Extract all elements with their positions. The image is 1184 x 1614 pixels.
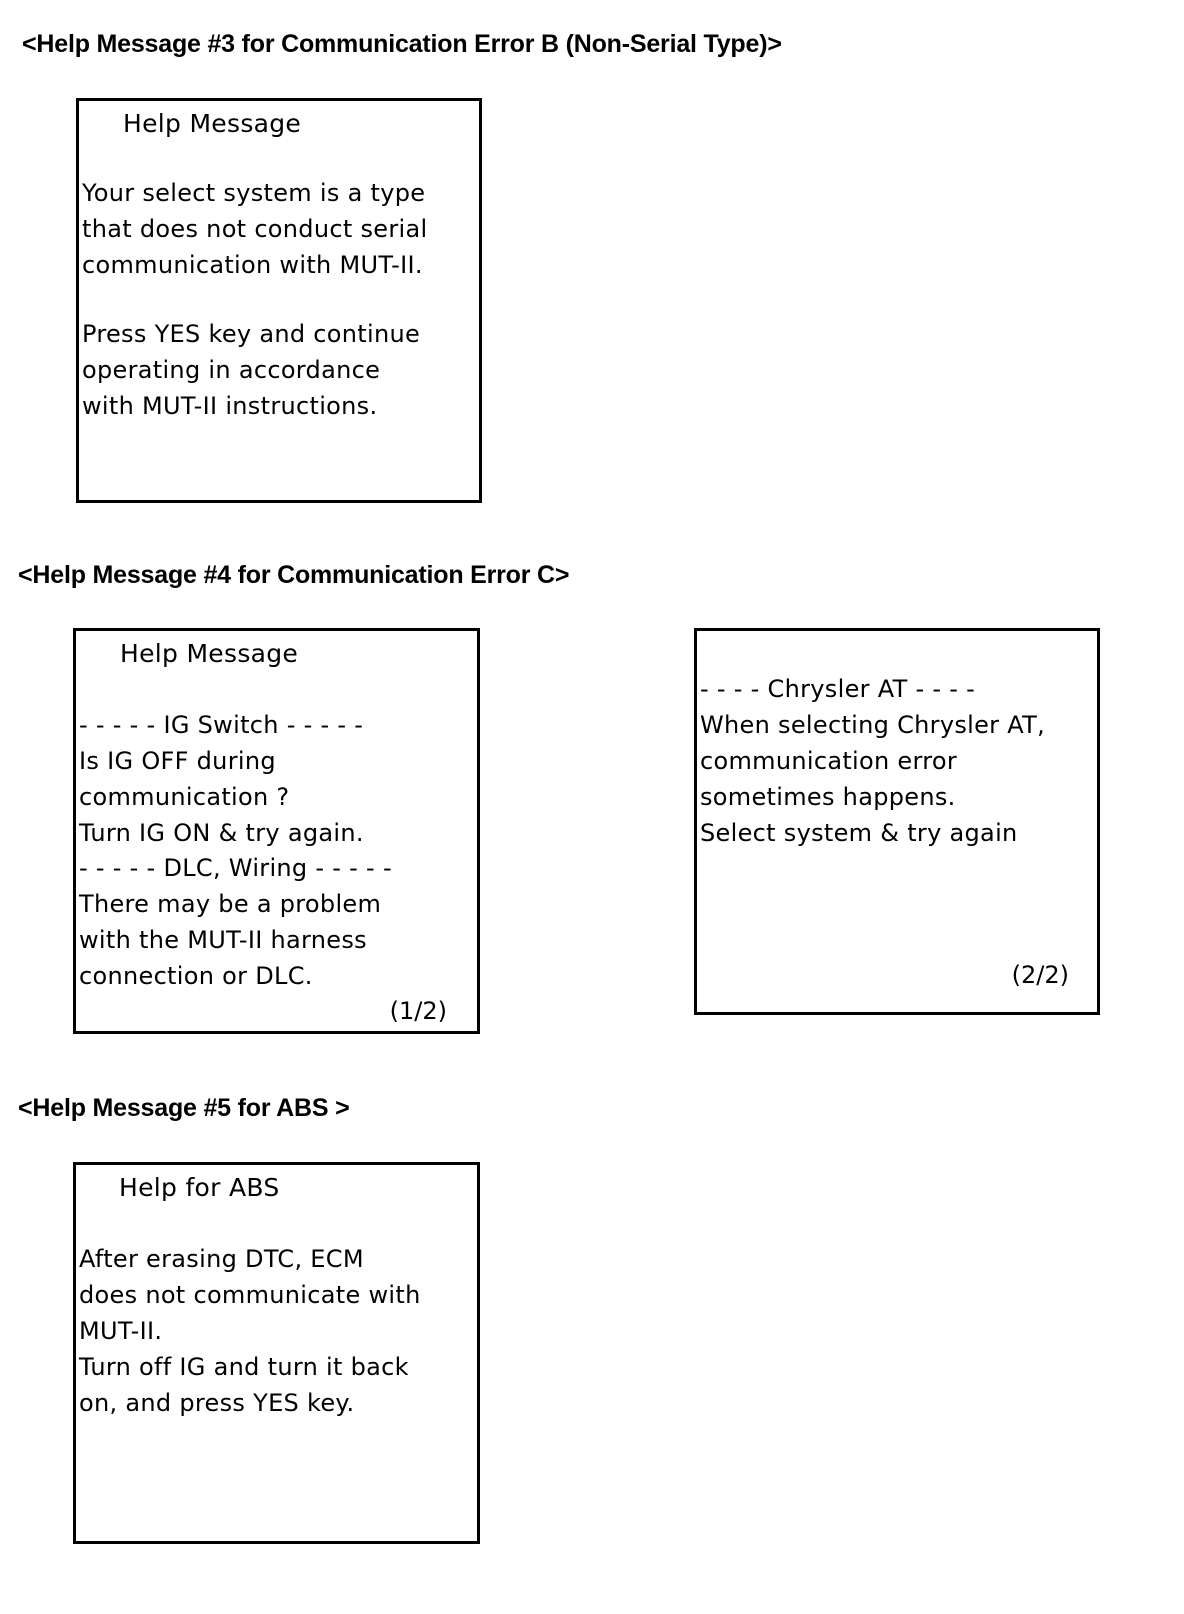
help-box-line: - - - - Chrysler AT - - - - [700, 675, 976, 703]
help-box-line: that does not conduct serial [82, 215, 428, 243]
help-box-line: with the MUT-II harness [79, 926, 367, 954]
help-box-line: communication ? [79, 783, 290, 811]
help-box-line: on, and press YES key. [79, 1389, 355, 1417]
help-box-line: communication error [700, 747, 958, 775]
section-heading-help-3: <Help Message #3 for Communication Error B (Non-Serial Type)> [22, 30, 782, 58]
help-box-line: Is IG OFF during [79, 747, 276, 775]
help-message-box-4-page-1 [73, 628, 480, 1034]
help-box-line: Turn IG ON & try again. [79, 819, 364, 847]
help-box-line: Press YES key and continue [82, 320, 421, 348]
help-box-line: communication with MUT-II. [82, 251, 423, 279]
help-box-title: Help for ABS [119, 1173, 280, 1202]
help-message-box-3 [76, 98, 482, 503]
help-box-line: Your select system is a type [82, 179, 426, 207]
help-box-line: connection or DLC. [79, 962, 313, 990]
help-box-title: Help Message [120, 639, 299, 668]
help-box-line: sometimes happens. [700, 783, 956, 811]
help-box-line: Select system & try again [700, 819, 1018, 847]
help-box-line: There may be a problem [79, 890, 382, 918]
help-box-line: does not communicate with [79, 1281, 421, 1309]
help-box-line: - - - - - DLC, Wiring - - - - - [79, 854, 392, 882]
help-box-line: - - - - - IG Switch - - - - - [79, 711, 364, 739]
help-box-line: When selecting Chrysler AT, [700, 711, 1046, 739]
section-heading-help-5: <Help Message #5 for ABS > [18, 1094, 350, 1122]
help-box-line: After erasing DTC, ECM [79, 1245, 364, 1273]
help-message-box-5 [73, 1162, 480, 1544]
page-indicator: (2/2) [1011, 961, 1069, 989]
help-box-line: MUT-II. [79, 1317, 163, 1345]
help-message-box-4-page-2 [694, 628, 1100, 1015]
section-heading-help-4: <Help Message #4 for Communication Error C> [18, 561, 570, 589]
page-indicator: (1/2) [389, 997, 447, 1025]
help-box-line: Turn off IG and turn it back [79, 1353, 409, 1381]
help-box-title: Help Message [123, 109, 302, 138]
help-box-line: with MUT-II instructions. [82, 392, 378, 420]
help-box-line: operating in accordance [82, 356, 381, 384]
